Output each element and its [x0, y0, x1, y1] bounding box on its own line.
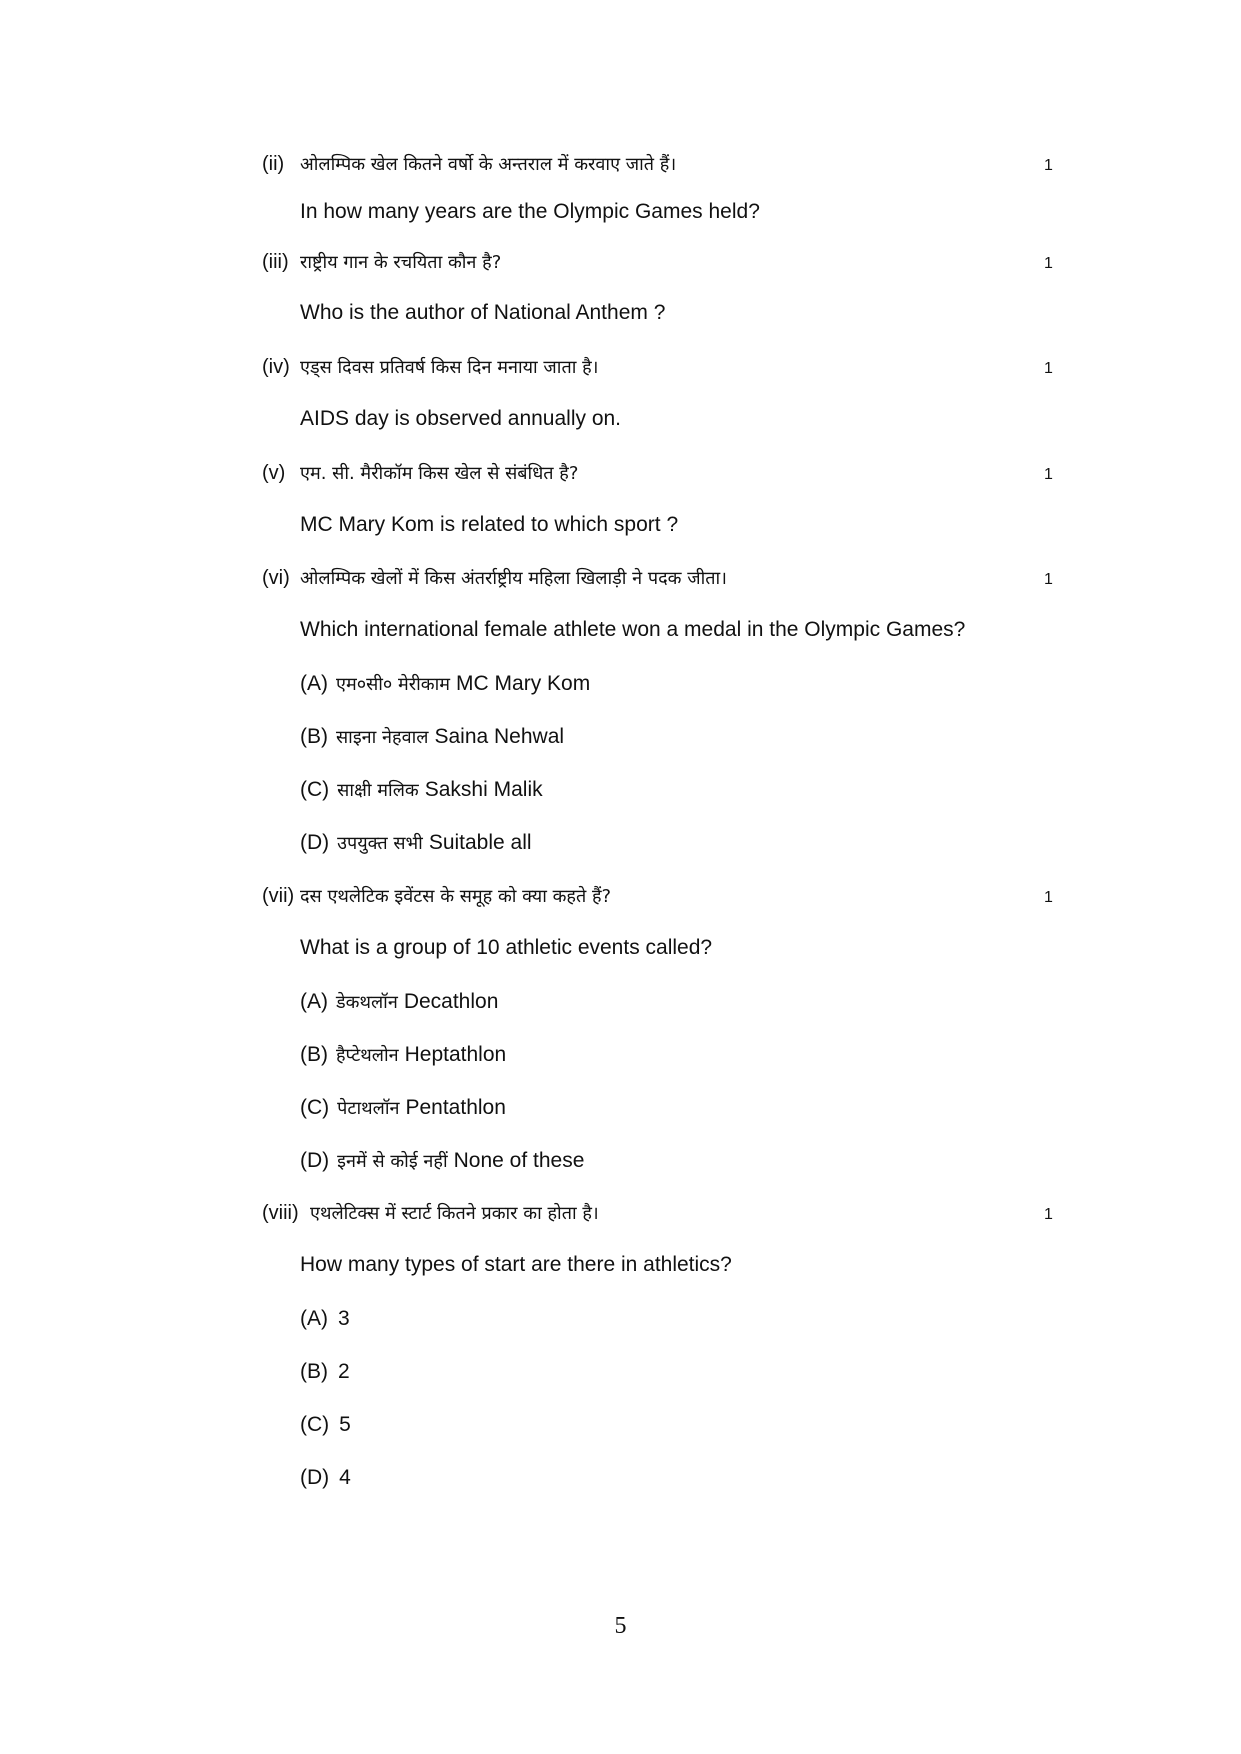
question-number: (v)	[262, 462, 286, 484]
option-b	[300, 1041, 506, 1069]
option-label: (B)	[300, 725, 328, 748]
question-marks: 1	[1044, 889, 1053, 906]
question-text-english: What is a group of 10 athletic events called?	[300, 936, 713, 959]
option-c	[300, 1411, 351, 1438]
question-number: (ii)	[262, 153, 285, 175]
option-text-english: 4	[339, 1466, 351, 1489]
option-text-english: Decathlon	[403, 990, 499, 1013]
option-b	[300, 1358, 350, 1385]
option-text-english: None of these	[453, 1149, 585, 1172]
option-text-english: Heptathlon	[404, 1043, 507, 1066]
question-text-hindi: दस एथलेटिक इवेंटस के समूह को क्या कहते हैं?	[300, 886, 612, 907]
question-marks: 1	[1044, 157, 1053, 174]
option-label: (A)	[300, 672, 328, 695]
option-text-hindi: उपयुक्त सभी	[337, 833, 423, 854]
option-text-english: Suitable all	[428, 831, 532, 854]
option-text-hindi: साइना नेहवाल	[336, 727, 429, 748]
question-number: (iv)	[262, 356, 290, 378]
question-number: (vi)	[262, 567, 290, 589]
option-text-english: Pentathlon	[405, 1096, 506, 1119]
option-text-hindi: हैप्टेथलोन	[336, 1045, 399, 1066]
option-label: (C)	[300, 1413, 330, 1436]
option-text-english: 2	[338, 1360, 350, 1383]
option-text-hindi: डेकथलॉन	[336, 992, 398, 1013]
option-c	[300, 776, 543, 804]
option-text-english: Sakshi Malik	[424, 778, 543, 801]
question-marks: 1	[1044, 1206, 1053, 1223]
question-text-english: AIDS day is observed annually on.	[300, 407, 622, 430]
question-number: (vii)	[262, 885, 295, 907]
option-text-hindi: इनमें से कोई नहीं	[337, 1151, 448, 1172]
option-d	[300, 1147, 584, 1175]
option-label: (C)	[300, 1096, 330, 1119]
question-marks: 1	[1044, 571, 1053, 588]
option-a	[300, 670, 590, 698]
question-marks: 1	[1044, 466, 1053, 483]
option-b	[300, 723, 564, 751]
question-text-hindi: ओलम्पिक खेल कितने वर्षो के अन्तराल में करवाए जाते हैं।	[300, 154, 677, 175]
page-number: 5	[614, 1613, 627, 1639]
option-text-english: Saina Nehwal	[434, 725, 565, 748]
option-d	[300, 1464, 351, 1491]
question-text-hindi: एड्स दिवस प्रतिवर्ष किस दिन मनाया जाता है।	[300, 357, 599, 378]
option-label: (D)	[300, 1149, 330, 1172]
option-a	[300, 988, 498, 1016]
option-label: (A)	[300, 990, 328, 1013]
option-label: (D)	[300, 831, 330, 854]
option-text-hindi: पेटाथलॉन	[337, 1098, 400, 1119]
question-text-english: How many types of start are there in athletics?	[300, 1253, 732, 1276]
question-text-hindi: राष्ट्रीय गान के रचयिता कौन है?	[300, 252, 502, 273]
option-text-english: 3	[338, 1307, 350, 1330]
option-c	[300, 1094, 506, 1122]
option-label: (A)	[300, 1307, 328, 1330]
question-marks: 1	[1044, 360, 1053, 377]
option-label: (B)	[300, 1360, 328, 1383]
question-number: (iii)	[262, 251, 289, 273]
question-text-hindi: ओलम्पिक खेलों में किस अंतर्राष्ट्रीय महिला खिलाड़ी ने पदक जीता।	[300, 568, 727, 589]
question-text-english: Which international female athlete won a medal in the Olympic Games?	[300, 618, 966, 641]
option-d	[300, 829, 532, 857]
question-text-hindi: एम. सी. मैरीकॉम किस खेल से संबंधित है?	[300, 463, 579, 484]
option-a	[300, 1305, 350, 1332]
question-number: (viii)	[262, 1202, 299, 1224]
option-text-hindi: एम०सी० मेरीकाम	[336, 674, 451, 695]
option-label: (B)	[300, 1043, 328, 1066]
option-label: (C)	[300, 778, 330, 801]
question-text-english: In how many years are the Olympic Games held?	[300, 200, 760, 223]
question-text-english: MC Mary Kom is related to which sport ?	[300, 513, 679, 536]
question-marks: 1	[1044, 255, 1053, 272]
option-text-hindi: साक्षी मलिक	[337, 780, 419, 801]
option-label: (D)	[300, 1466, 330, 1489]
question-text-hindi: एथलेटिक्स में स्टार्ट कितने प्रकार का होता है।	[310, 1203, 599, 1224]
option-text-english: 5	[339, 1413, 351, 1436]
option-text-english: MC Mary Kom	[456, 672, 591, 695]
question-text-english: Who is the author of National Anthem ?	[300, 301, 666, 324]
